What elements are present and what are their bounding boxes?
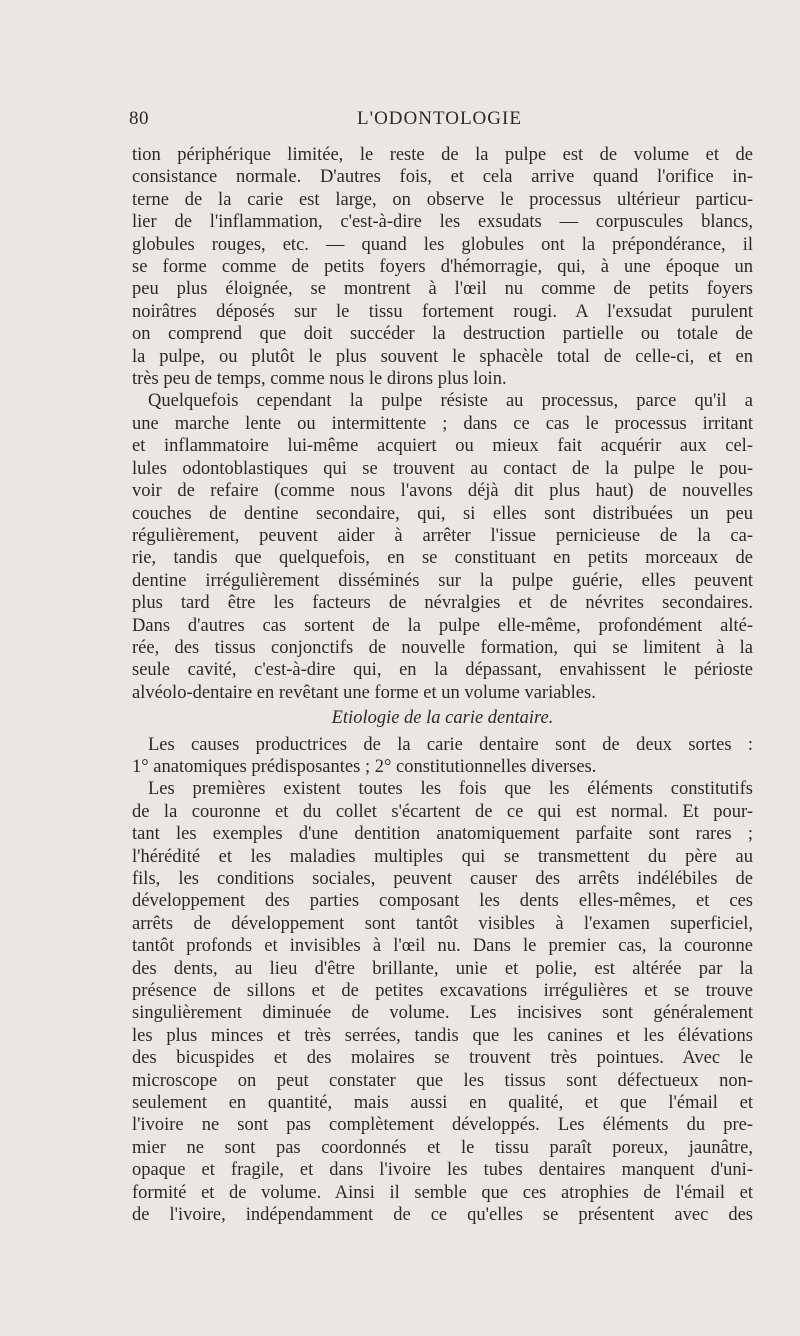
- text-line: lules odontoblastiques qui se trouvent au contact de la pulpe le pou-: [132, 458, 753, 479]
- section-heading: Etiologie de la carie dentaire.: [331, 708, 554, 729]
- text-line: Quelquefois cependant la pulpe résiste au processus, parce qu'il a: [148, 391, 753, 412]
- text-line: la pulpe, ou plutôt le plus souvent le sphacèle total de celle-ci, et en: [132, 346, 753, 367]
- text-line: rée, des tissus conjonctifs de nouvelle formation, qui se limitent à la: [132, 637, 753, 658]
- paragraph: [132, 144, 753, 390]
- text-line: des dents, au lieu d'être brillante, unie et polie, est altérée par la: [132, 958, 753, 979]
- page-body: [132, 144, 753, 1227]
- text-line: tantôt profonds et invisibles à l'œil nu. Dans le premier cas, la couronne: [132, 936, 753, 957]
- text-line: 1° anatomiques prédisposantes ; 2° constitutionnelles diverses.: [132, 756, 597, 777]
- text-line: fils, les conditions sociales, peuvent causer des arrêts indélébiles de: [132, 869, 753, 889]
- text-line: et inflammatoire lui-même acquiert ou mieux fait acquérir aux cel-: [132, 436, 753, 457]
- page-number: 80: [129, 108, 149, 129]
- text-line: microscope on peut constater que les tissus sont défectueux non-: [132, 1070, 753, 1091]
- text-line: voir de refaire (comme nous l'avons déjà dit plus haut) de nouvelles: [132, 481, 753, 502]
- text-line: l'ivoire ne sont pas complètement développés. Les éléments du pre-: [132, 1115, 753, 1136]
- page-header: [129, 108, 750, 134]
- text-line: on comprend que doit succéder la destruction partielle ou totale de: [132, 324, 753, 345]
- text-line: tant les exemples d'une dentition anatomiquement parfaite sont rares ;: [132, 824, 753, 845]
- paragraph: [132, 734, 753, 779]
- text-line: Les premières existent toutes les fois que les éléments constitutifs: [148, 779, 753, 800]
- text-line: de la couronne et du collet s'écartent de ce qui est normal. Et pour-: [132, 801, 753, 822]
- text-line: arrêts de développement sont tantôt visibles à l'examen superficiel,: [132, 913, 753, 934]
- text-line: plus tard être les facteurs de névralgies et de névrites secondaires.: [132, 593, 753, 614]
- paragraph: [132, 390, 753, 704]
- text-line: mier ne sont pas coordonnés et le tissu paraît poreux, jaunâtre,: [132, 1137, 753, 1158]
- text-line: Dans d'autres cas sortent de la pulpe elle-même, profondément alté-: [132, 615, 753, 636]
- text-line: très peu de temps, comme nous le dirons plus loin.: [132, 369, 507, 390]
- text-line: des bicuspides et des molaires se trouvent très pointues. Avec le: [132, 1048, 753, 1069]
- text-line: noirâtres déposés sur le tissu fortement rougi. A l'exsudat purulent: [132, 301, 753, 322]
- text-line: développement des parties composant les dents elles-mêmes, et ces: [132, 891, 753, 912]
- text-line: singulièrement diminuée de volume. Les incisives sont généralement: [132, 1003, 753, 1024]
- text-line: tion périphérique limitée, le reste de la pulpe est de volume et de: [132, 145, 753, 165]
- text-line: seule cavité, c'est-à-dire qui, en la dépassant, envahissent le périoste: [132, 660, 753, 681]
- text-line: lier de l'inflammation, c'est-à-dire les exsudats — corpuscules blancs,: [132, 212, 753, 233]
- text-line: opaque et fragile, et dans l'ivoire les tubes dentaires manquent d'uni-: [132, 1160, 753, 1181]
- text-line: de l'ivoire, indépendamment de ce qu'elles se présentent avec des: [132, 1205, 753, 1226]
- paragraph: [132, 778, 753, 1226]
- text-line: peu plus éloignée, se montrent à l'œil nu comme de petits foyers: [132, 279, 753, 300]
- text-line: globules rouges, etc. — quand les globules ont la prépondérance, il: [132, 234, 753, 255]
- text-line: les plus minces et très serrées, tandis que les canines et les élévations: [132, 1025, 753, 1046]
- text-line: dentine irrégulièrement disséminés sur la pulpe guérie, elles peuvent: [132, 570, 753, 591]
- text-line: Les causes productrices de la carie dentaire sont de deux sortes :: [148, 734, 753, 755]
- text-line: rie, tandis que quelquefois, en se constituant en petits morceaux de: [132, 548, 753, 569]
- text-line: alvéolo-dentaire en revêtant une forme et un volume variables.: [132, 682, 596, 703]
- text-line: formité et de volume. Ainsi il semble que ces atrophies de l'émail et: [132, 1182, 753, 1203]
- text-line: présence de sillons et de petites excavations irrégulières et se trouve: [132, 981, 753, 1002]
- text-line: terne de la carie est large, on observe le processus ultérieur particu-: [132, 189, 753, 210]
- text-line: couches de dentine secondaire, qui, si elles sont distribuées un peu: [132, 503, 753, 524]
- text-line: une marche lente ou intermittente ; dans ce cas le processus irritant: [132, 413, 753, 434]
- text-line: régulièrement, peuvent aider à arrêter l'issue pernicieuse de la ca-: [132, 525, 753, 546]
- text-line: se forme comme de petits foyers d'hémorragie, qui, à une époque un: [132, 257, 753, 278]
- text-line: seulement en quantité, mais aussi en qualité, et que l'émail et: [132, 1093, 753, 1114]
- running-title: L'ODONTOLOGIE: [357, 108, 522, 129]
- text-line: consistance normale. D'autres fois, et cela arrive quand l'orifice in-: [132, 167, 753, 188]
- text-line: l'hérédité et les maladies multiples qui se transmettent du père au: [132, 846, 753, 867]
